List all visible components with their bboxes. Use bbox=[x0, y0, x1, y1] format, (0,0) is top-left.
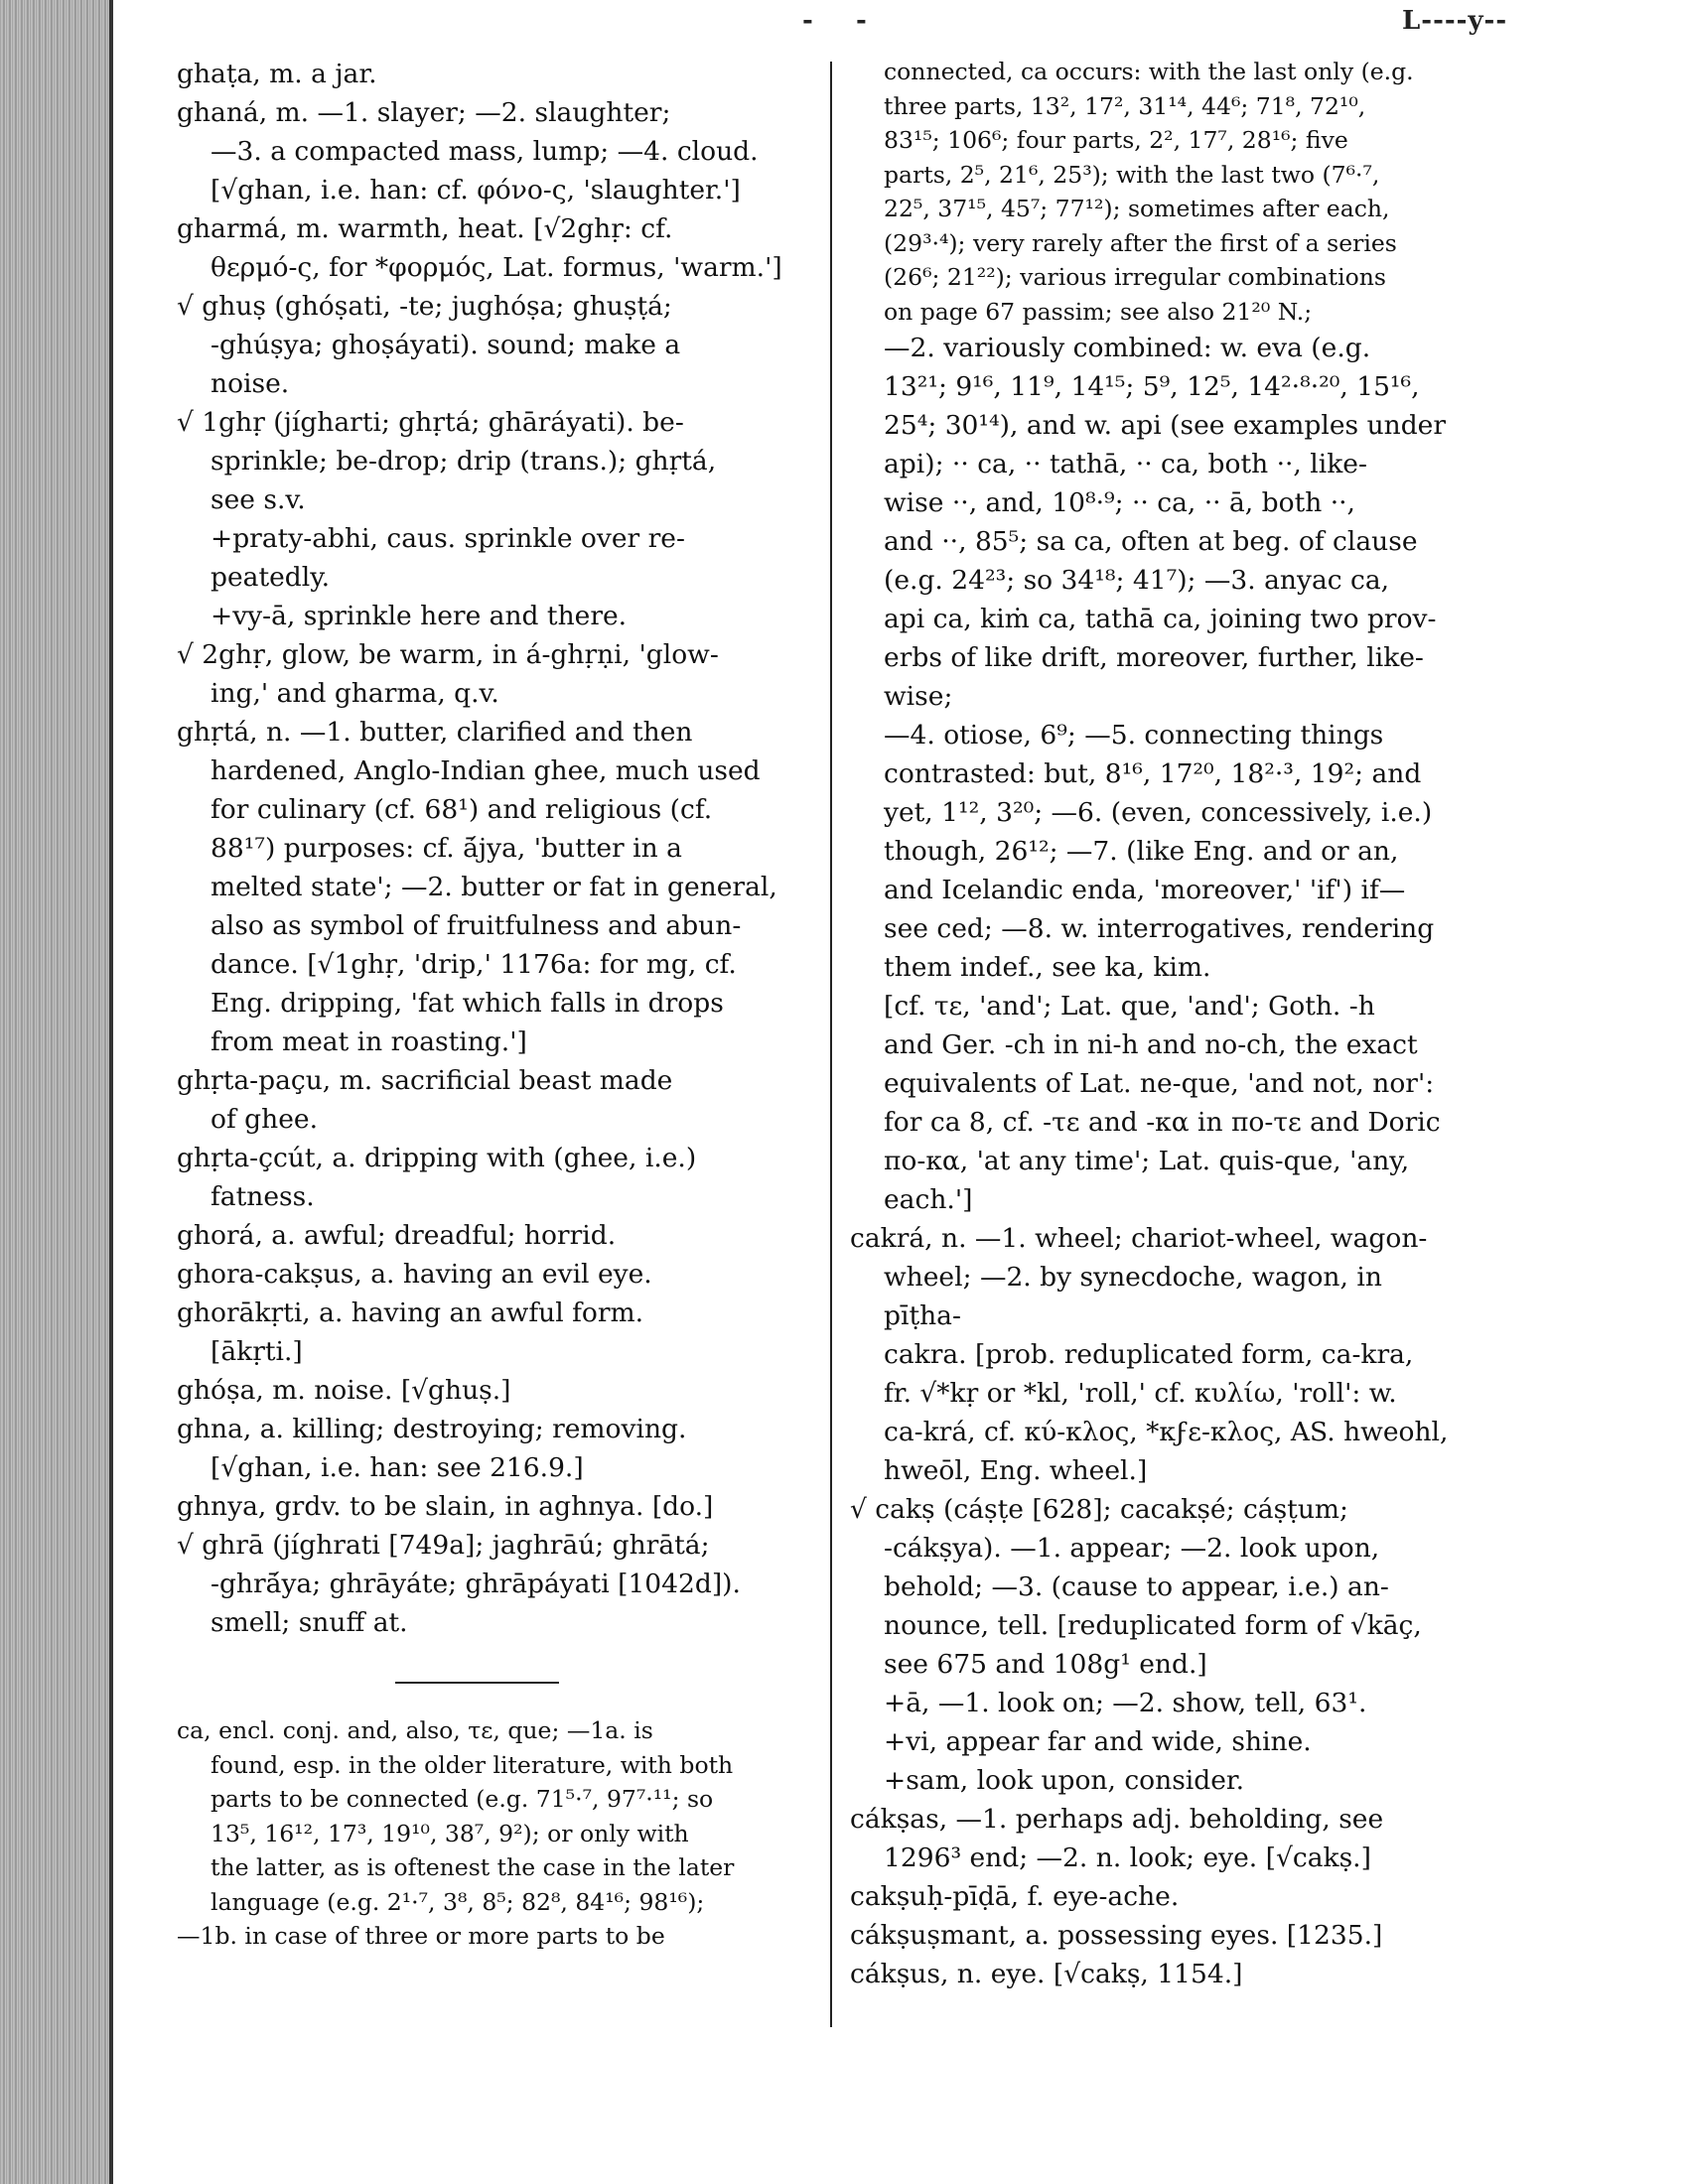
entry-line: √ 2ghṛ, glow, be warm, in á-ghṛṇi, 'glow- bbox=[177, 639, 719, 670]
entry-line: parts to be connected (e.g. 71⁵·⁷, 97⁷·¹¹; so bbox=[211, 1785, 714, 1813]
entry-line: -ghúṣya; ghoṣáyati). sound; make a bbox=[211, 330, 681, 360]
running-mark-left: - bbox=[802, 6, 813, 36]
entry-line: cakrá, n. —1. wheel; chariot-wheel, wagon- bbox=[850, 1223, 1428, 1254]
entry-line: cákṣas, —1. perhaps adj. beholding, see bbox=[850, 1804, 1384, 1835]
entry-line: for culinary (cf. 68¹) and religious (cf. bbox=[211, 794, 713, 825]
entry-line: ca-krá, cf. κύ-κλος, *κϝε-κλος, AS. hweohl, bbox=[884, 1417, 1449, 1447]
entry-line: 83¹⁵; 106⁶; four parts, 2², 17⁷, 28¹⁶; five bbox=[884, 126, 1348, 154]
entry-line: ghorākṛti, a. having an awful form. bbox=[177, 1297, 644, 1328]
entry-line: ghṛta-çcút, a. dripping with (ghee, i.e.) bbox=[177, 1143, 697, 1173]
entry-line: [cf. τε, 'and'; Lat. que, 'and'; Goth. -h bbox=[884, 991, 1375, 1022]
entry-line: ghaná, m. —1. slayer; —2. slaughter; bbox=[177, 97, 671, 128]
entry-line: gharmá, m. warmth, heat. [√2ghṛ: cf. bbox=[177, 213, 673, 244]
entry-line: 13⁵, 16¹², 17³, 19¹⁰, 38⁷, 9²); or only with bbox=[211, 1819, 689, 1847]
entry-line: ghṛta-paçu, m. sacrificial beast made bbox=[177, 1065, 673, 1096]
entry-line: —2. variously combined: w. eva (e.g. bbox=[884, 333, 1371, 363]
entry-line: connected, ca occurs: with the last only (e.g. bbox=[884, 58, 1414, 85]
entry-line: wise ··, and, 10⁸·⁹; ·· ca, ·· ā, both ··, bbox=[884, 487, 1355, 518]
entry-line: +praty-abhi, caus. sprinkle over re- bbox=[211, 523, 685, 554]
entry-line: melted state'; —2. butter or fat in general, bbox=[211, 872, 777, 902]
entry-line: equivalents of Lat. ne-que, 'and not, nor': bbox=[884, 1068, 1435, 1099]
ca-entry-continued bbox=[850, 55, 1458, 329]
entry-line: them indef., see ka, kim. bbox=[884, 952, 1211, 983]
entry-line: hweōl, Eng. wheel.] bbox=[884, 1455, 1148, 1486]
entry-line: contrasted: but, 8¹⁶, 17²⁰, 18²·³, 19²; and bbox=[884, 758, 1422, 789]
entry-line: +sam, look upon, consider. bbox=[884, 1765, 1245, 1796]
entry-line: —4. otiose, 6⁹; —5. connecting things bbox=[884, 720, 1384, 751]
entry-line: sprinkle; be-drop; drip (trans.); ghṛtá, bbox=[211, 446, 717, 477]
entry-line: θερμό-ς, for *φορμός, Lat. formus, 'warm.'] bbox=[211, 252, 782, 283]
entry-line: found, esp. in the older literature, with both bbox=[211, 1750, 734, 1779]
entry-line: ghṛtá, n. —1. butter, clarified and then bbox=[177, 717, 693, 748]
entry-line: √ cakṣ (cáṣṭe [628]; cacakṣé; cáṣṭum; bbox=[850, 1494, 1348, 1525]
entry-line: —3. a compacted mass, lump; —4. cloud. bbox=[211, 136, 759, 167]
entry-line: dance. [√1ghṛ, 'drip,' 1176a: for mg, cf. bbox=[211, 949, 737, 980]
entry-line: erbs of like drift, moreover, further, like- bbox=[884, 642, 1424, 673]
book-binding-shadow bbox=[0, 0, 111, 2184]
entry-line: ghnya, grdv. to be slain, in aghnya. [do.] bbox=[177, 1491, 714, 1522]
entry-line: behold; —3. (cause to appear, i.e.) an- bbox=[884, 1571, 1389, 1602]
entry-line: and Icelandic enda, 'moreover,' 'if') if— bbox=[884, 875, 1406, 905]
entry-line: 25⁴; 30¹⁴), and w. api (see examples under bbox=[884, 410, 1447, 441]
entry-line: see s.v. bbox=[211, 484, 306, 515]
entry-line: +ā, —1. look on; —2. show, tell, 63¹. bbox=[884, 1688, 1367, 1718]
running-mark-mid: - bbox=[856, 6, 867, 36]
entry-line: smell; snuff at. bbox=[211, 1607, 408, 1638]
entry-line: -cákṣya). —1. appear; —2. look upon, bbox=[884, 1533, 1380, 1564]
entry-line: ing,' and gharma, q.v. bbox=[211, 678, 499, 709]
entry-line: [ākṛti.] bbox=[211, 1336, 303, 1367]
section-separator bbox=[395, 1682, 559, 1684]
ca-entry bbox=[177, 1713, 814, 1954]
entry-line: √ ghrā (jíghrati [749a]; jaghrāú; ghrātá; bbox=[177, 1530, 710, 1561]
entry-line: parts, 2⁵, 21⁶, 25³); with the last two (7⁶·⁷, bbox=[884, 160, 1380, 189]
entry-line: hardened, Anglo-Indian ghee, much used bbox=[211, 755, 761, 786]
entry-line: cákṣuṣmant, a. possessing eyes. [1235.] bbox=[850, 1920, 1383, 1951]
entry-line: ghora-cakṣus, a. having an evil eye. bbox=[177, 1259, 652, 1290]
entry-line: for ca 8, cf. -τε and -κα in πο-τε and Doric bbox=[884, 1107, 1441, 1138]
running-head-partial: L----y-- bbox=[1402, 6, 1508, 36]
entry-line: 22⁵, 37¹⁵, 45⁷; 77¹²); sometimes after each, bbox=[884, 195, 1390, 222]
right-column bbox=[850, 55, 1458, 1993]
entry-line: from meat in roasting.'] bbox=[211, 1026, 527, 1057]
entry-line: see ced; —8. w. interrogatives, rendering bbox=[884, 913, 1435, 944]
entry-line: language (e.g. 2¹·⁷, 3⁸, 8⁵; 82⁸, 84¹⁶; 98¹⁶); bbox=[211, 1887, 705, 1916]
page-edge bbox=[109, 0, 113, 2184]
entry-line: √ ghuṣ (ghóṣati, -te; jughóṣa; ghuṣṭá; bbox=[177, 291, 672, 322]
entry-line: [√ghan, i.e. han: cf. φόνο-ς, 'slaughter.'] bbox=[211, 175, 741, 205]
entry-line: cakṣuḥ-pīḍā, f. eye-ache. bbox=[850, 1881, 1180, 1912]
entry-line: fatness. bbox=[211, 1181, 315, 1212]
entry-line: wheel; —2. by synecdoche, wagon, in pīṭha- bbox=[884, 1262, 1382, 1331]
entry-line: 13²¹; 9¹⁶, 11⁹, 14¹⁵; 5⁹, 12⁵, 14²·⁸·²⁰, 15¹⁶, bbox=[884, 371, 1420, 402]
entry-line: and ··, 85⁵; sa ca, often at beg. of clause bbox=[884, 526, 1418, 557]
entry-line: noise. bbox=[211, 368, 290, 399]
entry-line: 1296³ end; —2. n. look; eye. [√cakṣ.] bbox=[884, 1843, 1371, 1873]
entry-line: Eng. dripping, 'fat which falls in drops bbox=[211, 988, 724, 1019]
entry-line: √ 1ghṛ (jígharti; ghṛtá; ghāráyati). be- bbox=[177, 407, 684, 438]
entry-line: fr. √*kṛ or *kl, 'roll,' cf. κυλίω, 'roll': w. bbox=[884, 1378, 1397, 1409]
entry-line: ca, encl. conj. and, also, τε, que; —1a. is bbox=[177, 1716, 653, 1744]
left-column bbox=[177, 55, 814, 1954]
entry-line: (29³·⁴); very rarely after the first of a series bbox=[884, 228, 1397, 257]
entry-line: three parts, 13², 17², 31¹⁴, 44⁶; 71⁸, 72¹⁰, bbox=[884, 91, 1366, 120]
entry-line: nounce, tell. [reduplicated form of √kāç, bbox=[884, 1610, 1422, 1641]
entry-line: -ghrā́ya; ghrāyáte; ghrāpáyati [1042d]). bbox=[211, 1569, 741, 1599]
entry-line: the latter, as is oftenest the case in the later bbox=[211, 1853, 735, 1881]
entry-line: cákṣus, n. eye. [√cakṣ, 1154.] bbox=[850, 1959, 1243, 1989]
entry-line: πο-κα, 'at any time'; Lat. quis-que, 'any, bbox=[884, 1146, 1410, 1176]
entry-line: (26⁶; 21²²); various irregular combinations bbox=[884, 263, 1386, 291]
entry-line: (e.g. 24²³; so 34¹⁸; 41⁷); —3. anyac ca, bbox=[884, 565, 1390, 596]
entry-line: each.'] bbox=[884, 1184, 973, 1215]
entry-line: 88¹⁷) purposes: cf. ā́jya, 'butter in a bbox=[211, 833, 682, 864]
entry-line: [√ghan, i.e. han: see 216.9.] bbox=[211, 1452, 584, 1483]
entry-line: though, 26¹²; —7. (like Eng. and or an, bbox=[884, 836, 1399, 867]
entry-line: api); ·· ca, ·· tathā, ·· ca, both ··, like- bbox=[884, 449, 1367, 479]
entry-line: on page 67 passim; see also 21²⁰ N.; bbox=[884, 297, 1313, 326]
column-rule bbox=[830, 62, 832, 2027]
entry-line: ghna, a. killing; destroying; removing. bbox=[177, 1414, 687, 1444]
entry-line: wise; bbox=[884, 681, 953, 712]
entry-line: +vi, appear far and wide, shine. bbox=[884, 1726, 1312, 1757]
entry-line: cakra. [prob. reduplicated form, ca-kra, bbox=[884, 1339, 1414, 1370]
entry-line: ghorá, a. awful; dreadful; horrid. bbox=[177, 1220, 617, 1251]
entry-line: and Ger. -ch in ni-h and no-ch, the exact bbox=[884, 1029, 1418, 1060]
entry-line: see 675 and 108g¹ end.] bbox=[884, 1649, 1207, 1680]
entry-line: —1b. in case of three or more parts to be bbox=[177, 1922, 665, 1950]
entry-line: peatedly. bbox=[211, 562, 331, 593]
entry-line: of ghee. bbox=[211, 1104, 319, 1135]
entry-line: api ca, kiṁ ca, tathā ca, joining two prov- bbox=[884, 604, 1437, 634]
entry-line: ghóṣa, m. noise. [√ghuṣ.] bbox=[177, 1375, 511, 1406]
entry-line: +vy-ā, sprinkle here and there. bbox=[211, 601, 628, 631]
entry-line: yet, 1¹², 3²⁰; —6. (even, concessively, i.e.) bbox=[884, 797, 1433, 828]
entry-line: also as symbol of fruitfulness and abun- bbox=[211, 910, 742, 941]
entry-line: ghaṭa, m. a jar. bbox=[177, 59, 377, 89]
